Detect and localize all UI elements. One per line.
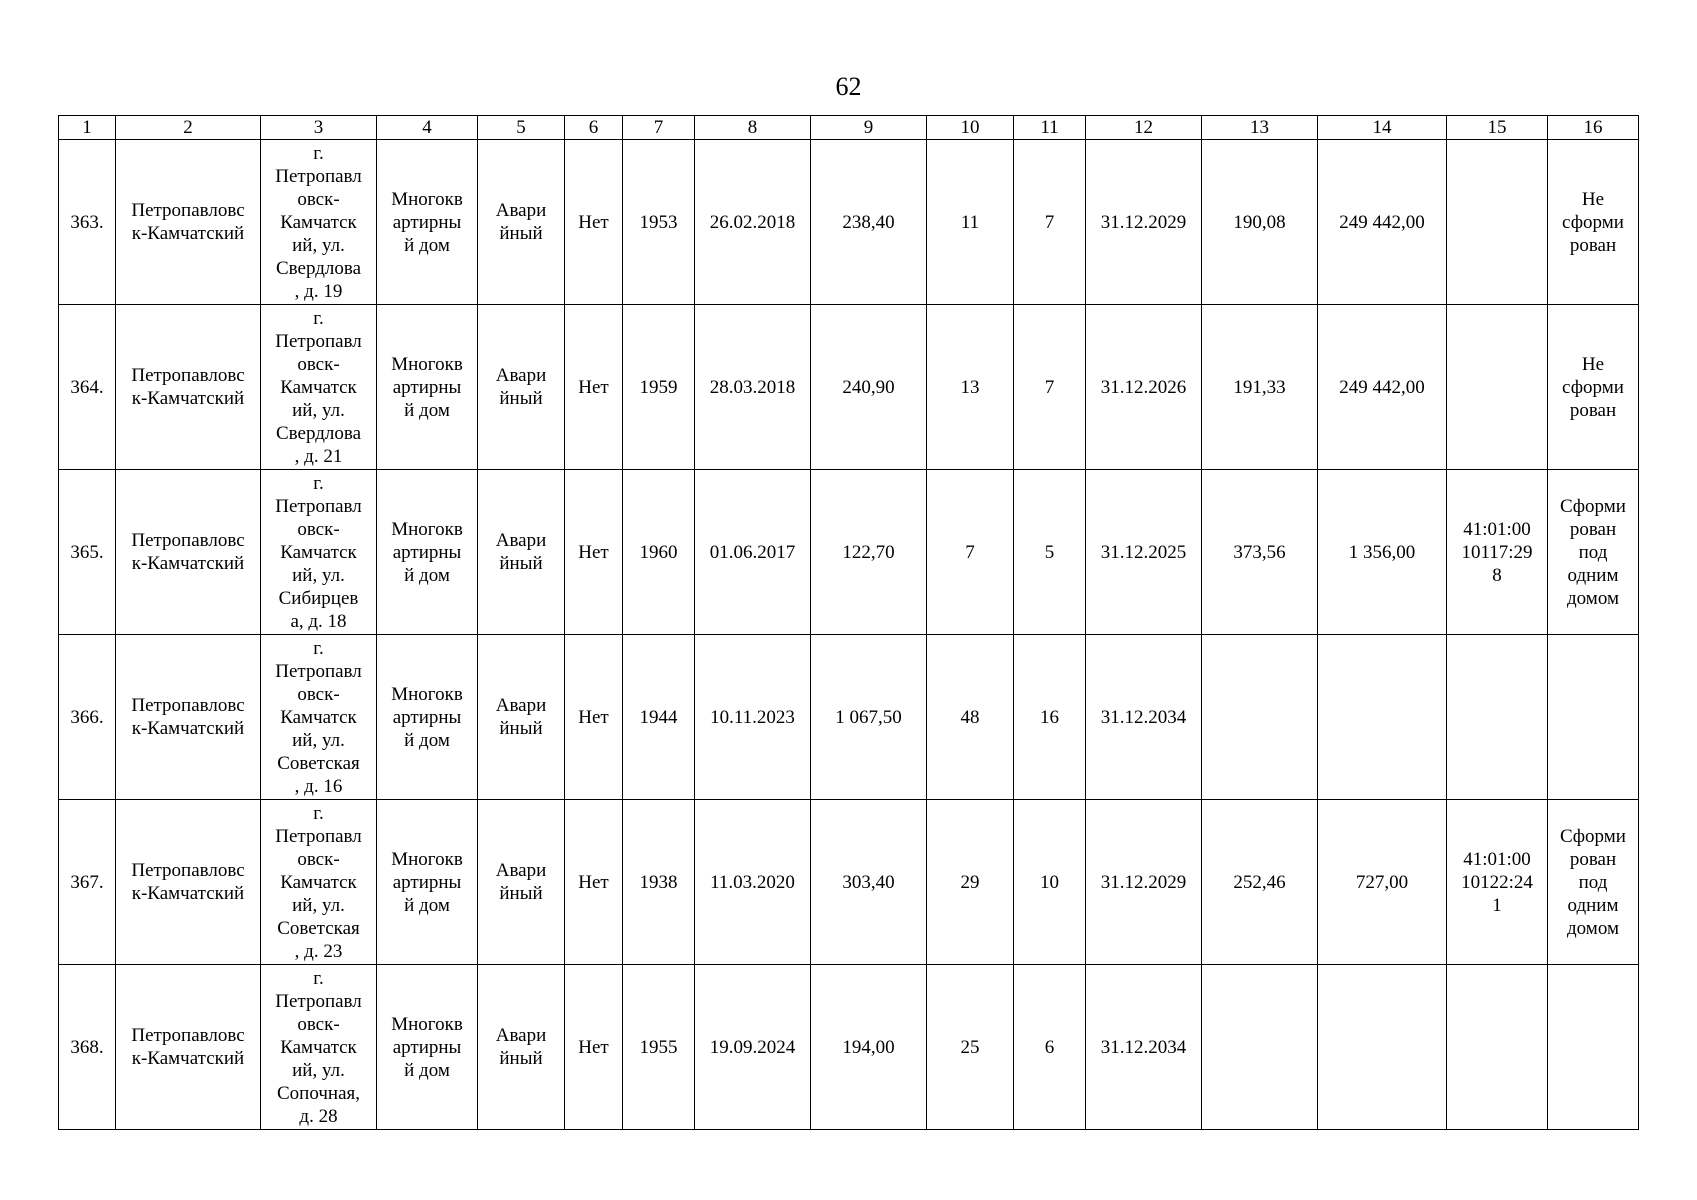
building-type-cell: Многокв артирны й дом — [377, 470, 478, 635]
area-cell: 122,70 — [811, 470, 927, 635]
cadastral-cell — [1447, 305, 1548, 470]
residents-cell: 48 — [927, 635, 1014, 800]
status-cell: Авари йный — [478, 635, 565, 800]
column-header: 14 — [1318, 116, 1447, 140]
building-type-cell: Многокв артирны й дом — [377, 965, 478, 1130]
flag-cell: Нет — [565, 965, 623, 1130]
area-cell: 1 067,50 — [811, 635, 927, 800]
column-header: 15 — [1447, 116, 1548, 140]
status-cell: Авари йный — [478, 470, 565, 635]
municipality-cell: Петропавловс к-Камчатский — [116, 965, 261, 1130]
residents-cell: 25 — [927, 965, 1014, 1130]
municipality-cell: Петропавловс к-Камчатский — [116, 635, 261, 800]
table-row — [59, 305, 1639, 470]
deadline-cell: 31.12.2029 — [1086, 140, 1202, 305]
column-header: 11 — [1014, 116, 1086, 140]
building-type-cell: Многокв артирны й дом — [377, 800, 478, 965]
units-cell: 7 — [1014, 140, 1086, 305]
formed-cell — [1548, 635, 1639, 800]
cadastral-cell — [1447, 140, 1548, 305]
units-cell: 10 — [1014, 800, 1086, 965]
row-number: 367. — [59, 800, 116, 965]
table-header-row — [59, 116, 1639, 140]
address-cell: г. Петропавл овск- Камчатск ий, ул. Советская , д. 16 — [261, 635, 377, 800]
date-cell: 19.09.2024 — [695, 965, 811, 1130]
date-cell: 26.02.2018 — [695, 140, 811, 305]
residents-cell: 11 — [927, 140, 1014, 305]
column-header: 12 — [1086, 116, 1202, 140]
area-cell: 194,00 — [811, 965, 927, 1130]
value-13-cell: 191,33 — [1202, 305, 1318, 470]
column-header: 6 — [565, 116, 623, 140]
row-number: 368. — [59, 965, 116, 1130]
residents-cell: 13 — [927, 305, 1014, 470]
cadastral-cell — [1447, 965, 1548, 1130]
year-cell: 1960 — [623, 470, 695, 635]
cadastral-cell: 41:01:00 10122:24 1 — [1447, 800, 1548, 965]
table-row — [59, 635, 1639, 800]
row-number: 363. — [59, 140, 116, 305]
area-cell: 238,40 — [811, 140, 927, 305]
municipality-cell: Петропавловс к-Камчатский — [116, 305, 261, 470]
units-cell: 5 — [1014, 470, 1086, 635]
flag-cell: Нет — [565, 140, 623, 305]
value-13-cell — [1202, 965, 1318, 1130]
column-header: 4 — [377, 116, 478, 140]
deadline-cell: 31.12.2034 — [1086, 635, 1202, 800]
table-row — [59, 140, 1639, 305]
column-header: 16 — [1548, 116, 1639, 140]
date-cell: 01.06.2017 — [695, 470, 811, 635]
deadline-cell: 31.12.2026 — [1086, 305, 1202, 470]
page-number: 62 — [835, 72, 862, 101]
area-cell: 240,90 — [811, 305, 927, 470]
formed-cell — [1548, 965, 1639, 1130]
formed-cell: Не сформи рован — [1548, 140, 1639, 305]
column-header: 10 — [927, 116, 1014, 140]
municipality-cell: Петропавловс к-Камчатский — [116, 140, 261, 305]
column-header: 1 — [59, 116, 116, 140]
units-cell: 6 — [1014, 965, 1086, 1130]
building-type-cell: Многокв артирны й дом — [377, 305, 478, 470]
row-number: 366. — [59, 635, 116, 800]
flag-cell: Нет — [565, 305, 623, 470]
value-13-cell — [1202, 635, 1318, 800]
year-cell: 1959 — [623, 305, 695, 470]
flag-cell: Нет — [565, 470, 623, 635]
status-cell: Авари йный — [478, 140, 565, 305]
value-14-cell: 249 442,00 — [1318, 305, 1447, 470]
address-cell: г. Петропавл овск- Камчатск ий, ул. Сопочная, д. 28 — [261, 965, 377, 1130]
formed-cell: Сформи рован под одним домом — [1548, 470, 1639, 635]
status-cell: Авари йный — [478, 965, 565, 1130]
table-row — [59, 965, 1639, 1130]
column-header: 2 — [116, 116, 261, 140]
municipality-cell: Петропавловс к-Камчатский — [116, 470, 261, 635]
municipality-cell: Петропавловс к-Камчатский — [116, 800, 261, 965]
value-14-cell — [1318, 965, 1447, 1130]
units-cell: 16 — [1014, 635, 1086, 800]
address-cell: г. Петропавл овск- Камчатск ий, ул. Сибирцев а, д. 18 — [261, 470, 377, 635]
building-type-cell: Многокв артирны й дом — [377, 635, 478, 800]
column-header: 7 — [623, 116, 695, 140]
cadastral-cell: 41:01:00 10117:29 8 — [1447, 470, 1548, 635]
date-cell: 28.03.2018 — [695, 305, 811, 470]
address-cell: г. Петропавл овск- Камчатск ий, ул. Свердлова , д. 21 — [261, 305, 377, 470]
year-cell: 1938 — [623, 800, 695, 965]
residents-cell: 29 — [927, 800, 1014, 965]
row-number: 365. — [59, 470, 116, 635]
value-14-cell — [1318, 635, 1447, 800]
value-13-cell: 252,46 — [1202, 800, 1318, 965]
table-row — [59, 470, 1639, 635]
table-row — [59, 800, 1639, 965]
year-cell: 1955 — [623, 965, 695, 1130]
address-cell: г. Петропавл овск- Камчатск ий, ул. Свердлова , д. 19 — [261, 140, 377, 305]
housing-registry-table — [58, 115, 1639, 1130]
area-cell: 303,40 — [811, 800, 927, 965]
deadline-cell: 31.12.2029 — [1086, 800, 1202, 965]
deadline-cell: 31.12.2034 — [1086, 965, 1202, 1130]
deadline-cell: 31.12.2025 — [1086, 470, 1202, 635]
cadastral-cell — [1447, 635, 1548, 800]
value-14-cell: 1 356,00 — [1318, 470, 1447, 635]
building-type-cell: Многокв артирны й дом — [377, 140, 478, 305]
status-cell: Авари йный — [478, 800, 565, 965]
formed-cell: Сформи рован под одним домом — [1548, 800, 1639, 965]
row-number: 364. — [59, 305, 116, 470]
residents-cell: 7 — [927, 470, 1014, 635]
flag-cell: Нет — [565, 800, 623, 965]
column-header: 3 — [261, 116, 377, 140]
value-13-cell: 190,08 — [1202, 140, 1318, 305]
date-cell: 11.03.2020 — [695, 800, 811, 965]
value-13-cell: 373,56 — [1202, 470, 1318, 635]
value-14-cell: 249 442,00 — [1318, 140, 1447, 305]
status-cell: Авари йный — [478, 305, 565, 470]
column-header: 5 — [478, 116, 565, 140]
column-header: 9 — [811, 116, 927, 140]
formed-cell: Не сформи рован — [1548, 305, 1639, 470]
date-cell: 10.11.2023 — [695, 635, 811, 800]
address-cell: г. Петропавл овск- Камчатск ий, ул. Советская , д. 23 — [261, 800, 377, 965]
year-cell: 1953 — [623, 140, 695, 305]
value-14-cell: 727,00 — [1318, 800, 1447, 965]
units-cell: 7 — [1014, 305, 1086, 470]
year-cell: 1944 — [623, 635, 695, 800]
column-header: 13 — [1202, 116, 1318, 140]
flag-cell: Нет — [565, 635, 623, 800]
column-header: 8 — [695, 116, 811, 140]
